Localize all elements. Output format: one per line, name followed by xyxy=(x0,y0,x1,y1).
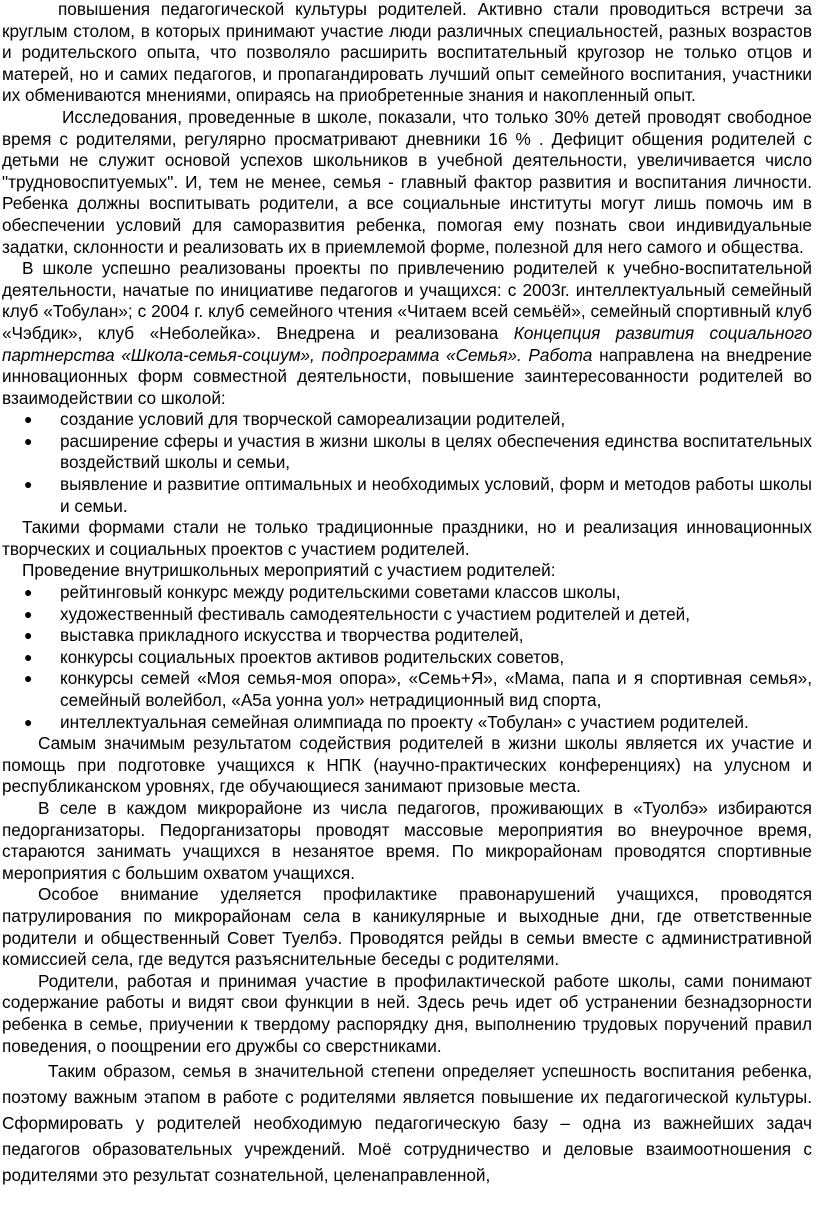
paragraph-events-intro: Проведение внутришкольных мероприятий с участием родителей: xyxy=(22,560,556,581)
list-item: ● художественный фестиваль самодеятельности с участием родителей и детей, xyxy=(24,603,691,624)
bullet-icon: ● xyxy=(24,670,33,687)
paragraph-projects xyxy=(2,258,812,409)
list-item: ● расширение сферы и участия в жизни школы в целях обеспечения единства воспитательных воздействий школы и семьи, xyxy=(24,430,812,473)
paragraph-forms: Такими формами стали не только традиционные праздники, но и реализация инновационных творческих и социальных проектов с участием родителей. xyxy=(2,517,812,559)
events-list xyxy=(2,582,812,733)
paragraph-parents-role: Родители, работая и принимая участие в профилактической работе школы, сами понимают содержание работы и видят свои функции в ней. Здесь речь идет об устранении безнадзорности ребенка в семье, приучении к твердому распорядку дня, выполнению трудовых поручений правил поведения, о поощрении его дружбы со сверстниками. xyxy=(2,970,812,1056)
list-item: ● конкурсы семей «Моя семья-моя опора», «Семь+Я», «Мама, папа и я спортивная семья», семейный волейбол, «А5а уонна уол» нетрадиционный вид спорта, xyxy=(24,668,812,710)
goals-list xyxy=(2,409,812,517)
bullet-icon: ● xyxy=(24,605,33,622)
bullet-icon: ● xyxy=(24,713,33,730)
paragraph-prevention: Особое внимание уделяется профилактике правонарушений учащихся, проводятся патрулирования по микрорайонам села в каникулярные и выходные дни, где ответственные родители и общественный Совет Туелбэ. Проводятся рейды в семьи вместе с административной комиссией села, где ведутся разъяснительные беседы с родителями. xyxy=(2,884,812,970)
projects-text-end: направлена на внедрение инновационных форм совместной деятельности, повышение заинтересованности родителей во взаимодействии со школой: xyxy=(2,344,813,408)
list-item: ● выставка прикладного искусства и творчества родителей, xyxy=(24,625,524,646)
bullet-icon: ● xyxy=(24,627,33,644)
paragraph-results: Самым значимым результатом содействия родителей в жизни школы является их участие и помощь при подготовке учащихся к НПК (научно-практических конференциях) на улусном и республиканском уровнях, где обучающиеся занимают призовые места. xyxy=(2,733,812,797)
paragraph-organizers: В селе в каждом микрорайоне из числа педагогов, проживающих в «Туолбэ» избираются педорганизаторы. Педорганизаторы проводят массовые мероприятия во внеурочное время, стараются занимать учащихся в незанятое время. По микрорайонам проводятся спортивные мероприятия с большим охватом учащихся. xyxy=(2,797,812,883)
list-item: ● создание условий для творческой самореализации родителей, xyxy=(24,409,566,430)
list-item: ● выявление и развитие оптимальных и необходимых условий, форм и методов работы школы и семьи. xyxy=(24,474,812,516)
list-item: ● рейтинговый конкурс между родительскими советами классов школы, xyxy=(24,582,621,603)
list-item: ● интеллектуальная семейная олимпиада по проекту «Тобулан» с участием родителей. xyxy=(24,711,749,732)
bullet-icon: ● xyxy=(24,648,33,665)
bullet-icon: ● xyxy=(24,584,33,601)
projects-text-italic: Концепция развития социального партнерства «Школа-семья-социум», подпрограмма «Семья». Работа xyxy=(2,322,813,365)
paragraph-conclusion: Таким образом, семья в значительной степени определяет успешность воспитания ребенка, поэтому важным этапом в работе с родителями является повышение их педагогической культуры. Сформировать у родителей необходимую педагогическую базу – одна из важнейших задач педагогов образовательных учреждений. Моё сотрудничество и деловые взаимоотношения с родителями это результат сознательной, целенаправленной, xyxy=(2,1061,812,1186)
list-item: ● конкурсы социальных проектов активов родительских советов, xyxy=(24,646,565,667)
paragraph-research: Исследования, проведенные в школе, показали, что только 30% детей проводят свободное время с родителями, регулярно просматривают дневники 16 % . Дефицит общения родителей с детьми не служит основой успехов школьников в учебной деятельности, увеличивается число "трудновоспитуемых". И, тем не менее, семья - главный фактор развития и воспитания личности. Ребенка должны воспитывать родители, а все социальные институты могут лишь помочь им в обеспечении условий для саморазвития ребенка, помогая ему познать свои индивидуальные задатки, склонности и реализовать их в приемлемой форме, полезной для него самого и общества. xyxy=(2,106,812,257)
bullet-icon: ● xyxy=(24,411,33,428)
bullet-icon: ● xyxy=(24,476,33,493)
bullet-icon: ● xyxy=(24,432,33,449)
projects-text-start: В школе успешно реализованы проекты по привлечению родителей к учебно-воспитательной деятельности, начатые по инициативе педагогов и учащихся: с 2003г. интеллектуальный семейный клуб «Тобулан»; с 2004 г. клуб семейного чтения «Читаем всей семьёй», семейный спортивный клуб «Чэбдик», клуб «Неболейка». Внедрена и реализована xyxy=(2,258,812,343)
paragraph-parent-culture: повышения педагогической культуры родителей. Активно стали проводиться встречи за круглым столом, в которых принимают участие люди различных специальностей, разных возрастов и родительского опыта, что позволяло расширить воспитательный кругозор не только отцов и матерей, но и самих педагогов, и пропагандировать лучший опыт семейного воспитания, участники их обмениваются мнениями, опираясь на приобретенные знания и накопленный опыт. xyxy=(2,0,812,106)
